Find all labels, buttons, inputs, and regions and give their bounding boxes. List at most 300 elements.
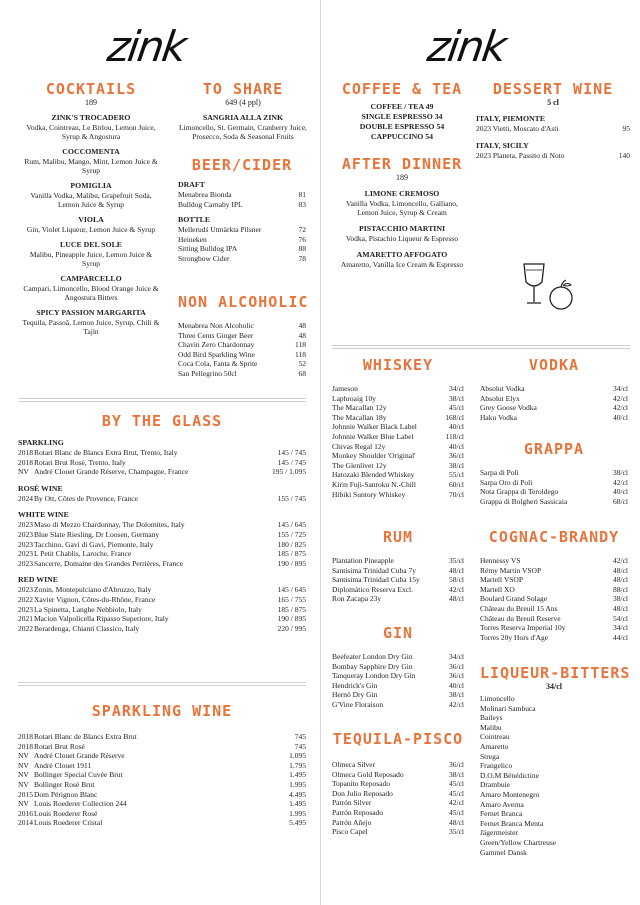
menu-row [332,779,464,789]
item-price: 54/cl [613,613,628,623]
item-name: POMIGLIA [70,181,112,190]
menu-row [18,540,306,550]
cognac-title: COGNAC-BRANDY [488,528,620,546]
menu-row [480,623,628,633]
menu-row [18,494,306,504]
item-name: Mellerudś Utmärkta Pilsner [178,225,262,235]
after-dinner-list [340,189,464,269]
item-price: 1.495 [289,770,306,780]
item-price: 45/cl [449,779,464,789]
item-name: D.O.M Bénédictine [480,770,539,780]
item-price: 34/cl [449,384,464,393]
item-year: NV [18,799,29,809]
item-price: 38/cl [449,769,464,779]
item-price: 36/cl [449,671,464,681]
menu-row [332,432,464,442]
item-price: 745 [294,741,306,751]
menu-row [480,604,628,614]
menu-row [178,331,306,341]
rule [18,398,306,402]
item-name: Olmeca Gold Reposado [332,769,404,779]
item-price: 42/cl [613,403,628,413]
item-price: 40/cl [449,422,464,432]
item-price: 42/cl [613,393,628,403]
item-price: 48/cl [449,817,464,827]
menu-row [480,575,628,585]
menu-row [18,467,306,477]
item-name: ZINK'S TROCADERO [51,113,131,122]
menu-row [480,487,628,497]
menu-row [332,566,464,576]
item-name: Patrón Añejo [332,817,372,827]
item-name: Monkey Shoulder 'Original' [332,451,416,461]
item-desc: Vodka, Pistachio Liqueur & Espresso [345,234,459,243]
item-name: Absolut Vodka [480,384,525,393]
menu-row [332,700,464,710]
sparkling-wine-title: SPARKLING WINE [91,702,233,720]
item-price: 1.995 [289,808,306,818]
item-price: 4.495 [289,789,306,799]
item-price: 1.095 [289,751,306,761]
item-name: Rotari Brut Rosé [34,741,85,751]
glass-section-label: ROSÉ WINE [18,483,63,493]
grappa-title: GRAPPA [523,440,585,458]
item-price: 70/cl [449,489,464,499]
item-name: PISTACCHIO MARTINI [358,224,445,233]
vodka-list [480,384,628,422]
item-name: Grey Goose Vodka [480,403,537,413]
menu-item [22,308,160,336]
item-price: 40/cl [613,487,628,497]
item-name: Fernet Branca [480,809,523,819]
rule [332,345,630,349]
menu-row [178,369,306,379]
menu-row [18,585,306,595]
non-alcoholic-list [178,321,306,379]
menu-row [332,461,464,471]
menu-row [332,575,464,585]
item-price: 34/cl [613,623,628,633]
item-name: VIOLA [78,215,104,224]
grappa-section [480,440,628,506]
item-name: Blue Slate Riesling, Dr Loosen, Germany [34,529,160,539]
menu-row [332,451,464,461]
menu-row [18,559,306,569]
menu-row [476,124,630,134]
whiskey-section [332,356,464,499]
menu-item [340,250,464,269]
vodka-title: VODKA [528,356,580,374]
item-name: AMARETTO AFFOGATO [356,250,448,259]
menu-row [178,225,306,235]
item-price: 72 [298,225,306,235]
menu-row [480,394,628,404]
liqueur-item [480,704,628,714]
item-name: Hennessy VS [480,556,521,565]
page-divider [320,0,321,905]
coffee-line: CAPPUCCINO 54 [370,132,434,141]
menu-row [332,394,464,404]
item-name: COCCOMENTA [62,147,120,156]
item-name: Macion Valpolicella Ripasso Superiore, Italy [34,614,169,624]
item-price: 44/cl [613,632,628,642]
item-price: 36/cl [449,451,464,461]
item-year: 2022 [18,594,33,604]
menu-row [332,422,464,432]
item-name: Plantation Pineapple [332,556,394,565]
item-price: 38/cl [449,460,464,470]
liqueur-item [480,819,628,829]
beer-title: BEER/CIDER [191,156,293,174]
item-name: Torres Reserva Imperial 10y [480,623,566,633]
item-year: 2023 [18,529,33,539]
item-price: 185 / 875 [277,604,306,614]
item-desc: Malibu, Pineapple Juice, Lemon Juice & Syrup [29,250,153,268]
item-price: 78 [298,253,306,263]
to-share-price: 649 (4 ppl) [225,98,261,107]
item-name: Heineken [178,234,207,244]
item-name: Amaro Averna [480,799,524,809]
item-price: 35/cl [449,556,464,565]
item-price: 145 / 645 [277,585,306,595]
item-year: NV [18,779,29,789]
item-name: By Ott, Côtes de Provence, France [34,493,138,503]
menu-row [332,652,464,662]
item-name: Nota Grappa di Teroldego [480,487,559,497]
menu-row [480,594,628,604]
after-dinner-section [340,155,464,269]
coffee-title: COFFEE & TEA [341,80,463,98]
item-price: 145 / 745 [277,448,306,457]
item-price: 36/cl [449,661,464,671]
item-name: San Pellegrino 50cl [178,368,237,378]
dessert-region-label: ITALY, PIEMONTE [476,114,546,123]
cocktails-section [22,80,160,336]
rum-title: RUM [382,528,414,546]
menu-row [18,624,306,634]
to-share-title: TO SHARE [202,80,284,98]
liqueur-item [480,732,628,742]
item-year: NV [18,751,29,761]
liqueur-item [480,713,628,723]
sangria-name: SANGRIA ALLA ZINK [202,113,284,122]
liqueur-list [480,694,628,857]
item-name: Château du Breuil Reserve [480,613,561,623]
item-name: Tacchino, Gavi di Gavi, Piemonte, Italy [34,539,154,549]
menu-row [18,809,306,819]
glass-section-label: RED WINE [18,575,58,585]
coffee-line: SINGLE ESPRESSO 34 [361,112,443,121]
item-price: 185 / 875 [277,549,306,559]
menu-item [22,147,160,175]
item-year: 2021 [18,614,33,624]
item-name: Dom Pérignon Blanc [34,789,98,799]
item-desc: Tequila, Passoã, Lemon Juice, Syrup, Chili & Tajín [22,318,160,336]
item-name: LIMONE CREMOSO [364,189,440,198]
item-year: 2022 [18,623,33,633]
item-price: 190 / 895 [277,558,306,568]
menu-item [340,189,464,217]
item-name: L Petit Chablis, Laroche, France [34,549,132,559]
menu-row [480,585,628,595]
item-name: Beefeater London Dry Gin [332,652,413,661]
liqueur-item [480,780,628,790]
liqueur-item [480,790,628,800]
by-the-glass-section [18,412,306,633]
menu-row [332,384,464,394]
menu-item [22,181,160,209]
menu-row [332,681,464,691]
menu-row [332,827,464,837]
item-year: 2018 [18,741,33,751]
item-year: 2023 [18,539,33,549]
item-year: 2018 [18,732,33,741]
item-name: Martell VSOP [480,575,523,585]
item-name: Pisco Capel [332,827,368,837]
item-price: 220 / 995 [277,623,306,633]
item-price: 40/cl [613,412,628,422]
item-name: Berardenga, Chianti Classico, Italy [34,623,140,633]
item-price: 42/cl [613,477,628,487]
menu-row [332,442,464,452]
menu-row [332,403,464,413]
item-name: Boulard Grand Solage [480,594,548,604]
item-name: SPICY PASSION MARGARITA [36,308,146,317]
item-name: Kirin Fuji-Sanroku N.-Chill [332,479,416,489]
item-name: Tanqueray London Dry Gin [332,671,416,681]
item-name: Johnnie Walker Black Label [332,422,417,432]
menu-row [178,321,306,331]
item-name: Limoncello [480,694,515,703]
item-name: Sancerre, Domaine des Grandes Perrières, France [34,558,183,568]
glass-section-label: SPARKLING [18,438,64,447]
coffee-line: DOUBLE ESPRESSO 54 [359,122,445,131]
item-name: Menabrea Non Alcoholic [178,321,254,330]
item-name: Olmeca Silver [332,760,376,769]
item-name: Odd Bird Sparkling Wine [178,349,255,359]
menu-row [480,497,628,507]
item-price: 40/cl [449,441,464,451]
item-name: Louis Roederer Rosé [34,808,98,818]
after-dinner-title: AFTER DINNER [341,155,463,173]
sparkling-wine-list [18,732,306,828]
item-year: 2024 [18,493,33,503]
menu-row [332,770,464,780]
item-price: 1.995 [289,779,306,789]
item-name: Johnnie Walker Blue Label [332,431,414,441]
dessert-wine-section [476,80,630,160]
item-price: 42/cl [449,699,464,709]
menu-row [332,490,464,500]
item-price: 48 [298,330,306,340]
cognac-list [480,556,628,642]
item-price: 45/cl [449,788,464,798]
item-price: 190 / 895 [277,614,306,624]
item-desc: Vanilla Vodka, Limoncello, Galliano, Lemon Juice, Syrup & Cream [346,199,458,217]
item-name: 2023 Planeta, Passito di Noto [476,150,565,160]
menu-row [332,662,464,672]
rule [18,682,306,686]
item-name: Xavier Vignon, Côtes-du-Rhône, France [34,594,156,604]
item-name: André Clouet Grande Réserve [34,751,125,761]
item-name: Louis Roederer Cristal [34,818,103,828]
gin-list [332,652,464,710]
menu-row [480,468,628,478]
cognac-section [480,528,628,642]
item-price: 38/cl [449,690,464,700]
item-year: NV [18,467,29,477]
liqueur-unit: 34/cl [546,682,562,691]
menu-row [480,403,628,413]
item-name: Hibiki Suntory Whiskey [332,489,406,499]
item-year: 2016 [18,808,33,818]
menu-row [332,760,464,770]
gin-title: GIN [382,624,414,642]
item-price: 45/cl [449,403,464,413]
item-year: 2023 [18,604,33,614]
vodka-section [480,356,628,422]
rum-section [332,528,464,604]
item-name: Drambuie [480,780,510,790]
item-name: Malibu [480,722,502,732]
cocktail-list [22,113,160,336]
item-price: 42/cl [613,556,628,565]
item-price: 68 [298,368,306,378]
item-name: Rémy Martin VSOP [480,565,542,575]
item-name: Amaro Montenegro [480,789,540,799]
item-price: 68/cl [613,496,628,506]
item-price: 1.495 [289,799,306,809]
item-name: Jägermeister [480,828,518,838]
glass-and-apple-illustration [516,258,580,316]
menu-row [18,614,306,624]
item-price: 42/cl [449,584,464,594]
glass-section-label: WHITE WINE [18,510,69,520]
liqueur-title: LIQUEUR-BITTERS [480,664,631,682]
to-share-section [168,80,318,141]
item-price: 34/cl [449,652,464,661]
liqueur-item [480,828,628,838]
item-name: Laphroaig 10y [332,393,376,403]
cocktails-price: 189 [85,98,97,107]
item-name: Fernet Branca Menta [480,818,544,828]
item-name: Molinari Sambuca [480,703,536,713]
liqueur-item [480,848,628,858]
item-name: The Macallan 12y [332,403,387,413]
non-alcoholic-section [178,293,309,379]
item-name: Maso di Mezzo Chardonnay, The Dolomites, Italy [34,520,185,530]
item-desc: Vanilla Vodka, Malibu, Grapefruit Soda, Lemon Juice & Syrup [30,191,152,209]
item-price: 168/cl [445,412,464,422]
menu-item [22,215,160,234]
draft-list [178,190,306,209]
draft-label: DRAFT [178,180,205,189]
item-year: 2018 [18,448,33,457]
cocktails-title: COCKTAILS [45,80,137,98]
menu-item [22,240,160,268]
item-name: Cointreau [480,732,510,742]
item-price: 95 [622,124,630,133]
item-price: 155 / 725 [277,529,306,539]
sparkling-wine-section [18,702,306,828]
liqueur-item [480,809,628,819]
item-name: Bulldog Carnaby IPL [178,199,243,209]
grappa-list [480,468,628,506]
item-year: NV [18,770,29,780]
menu-row [18,520,306,530]
menu-row [178,190,306,200]
item-name: Sarpa Oro di Poli [480,477,533,487]
coffee-list [340,102,464,142]
menu-row [332,798,464,808]
dessert-wine-list [476,114,630,160]
item-name: Torres 20y Hors d'Age [480,632,549,642]
item-name: Topanito Reposado [332,779,391,789]
item-year: 2014 [18,818,33,828]
item-desc: Campari, Limoncello, Blood Orange Juice & Angostura Bitters [23,284,159,302]
menu-row [332,808,464,818]
item-name: Martell XO [480,584,515,594]
item-name: Haku Vodka [480,412,518,422]
whiskey-list [332,384,464,499]
by-the-glass-title: BY THE GLASS [101,412,223,430]
menu-row [480,566,628,576]
item-name: Chivas Regal 12y [332,441,386,451]
item-name: Gammel Dansk [480,847,527,857]
item-name: Strongbow Cider [178,253,230,263]
item-name: Rotari Blanc de Blancs Extra Brut, Trento, Italy [34,448,178,457]
item-price: 88/cl [613,584,628,594]
menu-row [18,761,306,771]
gin-section [332,624,464,710]
item-price: 5.495 [289,818,306,828]
item-name: Green/Yellow Chartreuse [480,837,557,847]
item-name: André Clouet 1911 [34,760,92,770]
item-name: Louis Roederer Collection 244 [34,799,127,809]
item-year: 2023 [18,558,33,568]
menu-row [18,732,306,742]
menu-row [18,799,306,809]
item-price: 165 / 755 [277,594,306,604]
menu-row [178,340,306,350]
menu-item [22,274,160,302]
menu-row [332,413,464,423]
dessert-region-label: ITALY, SICILY [476,140,529,150]
menu-row [178,235,306,245]
menu-item [340,224,464,243]
item-name: Santisima Trinidad Cuba 15y [332,575,420,585]
menu-row [332,671,464,681]
liqueur-item [480,761,628,771]
item-price: 195 / 1.095 [272,467,306,477]
item-name: Absolut Elyx [480,393,520,403]
item-price: 48/cl [449,594,464,604]
whiskey-title: WHISKEY [362,356,434,374]
item-name: Rotari Brut Rosé, Trento, Italy [34,457,126,467]
item-name: G'Vine Floraison [332,699,384,709]
item-price: 38/cl [449,393,464,403]
item-price: 118 [295,349,306,359]
item-name: Menabrea Bionda [178,190,232,199]
item-name: The Glenlivet 12y [332,460,387,470]
menu-row [332,818,464,828]
item-name: The Macallan 18y [332,412,387,422]
menu-row [332,789,464,799]
item-name: Strega [480,751,500,761]
non-alcoholic-title: NON ALCOHOLIC [178,293,309,311]
item-price: 48/cl [613,603,628,613]
item-price: 155 / 745 [277,493,306,503]
